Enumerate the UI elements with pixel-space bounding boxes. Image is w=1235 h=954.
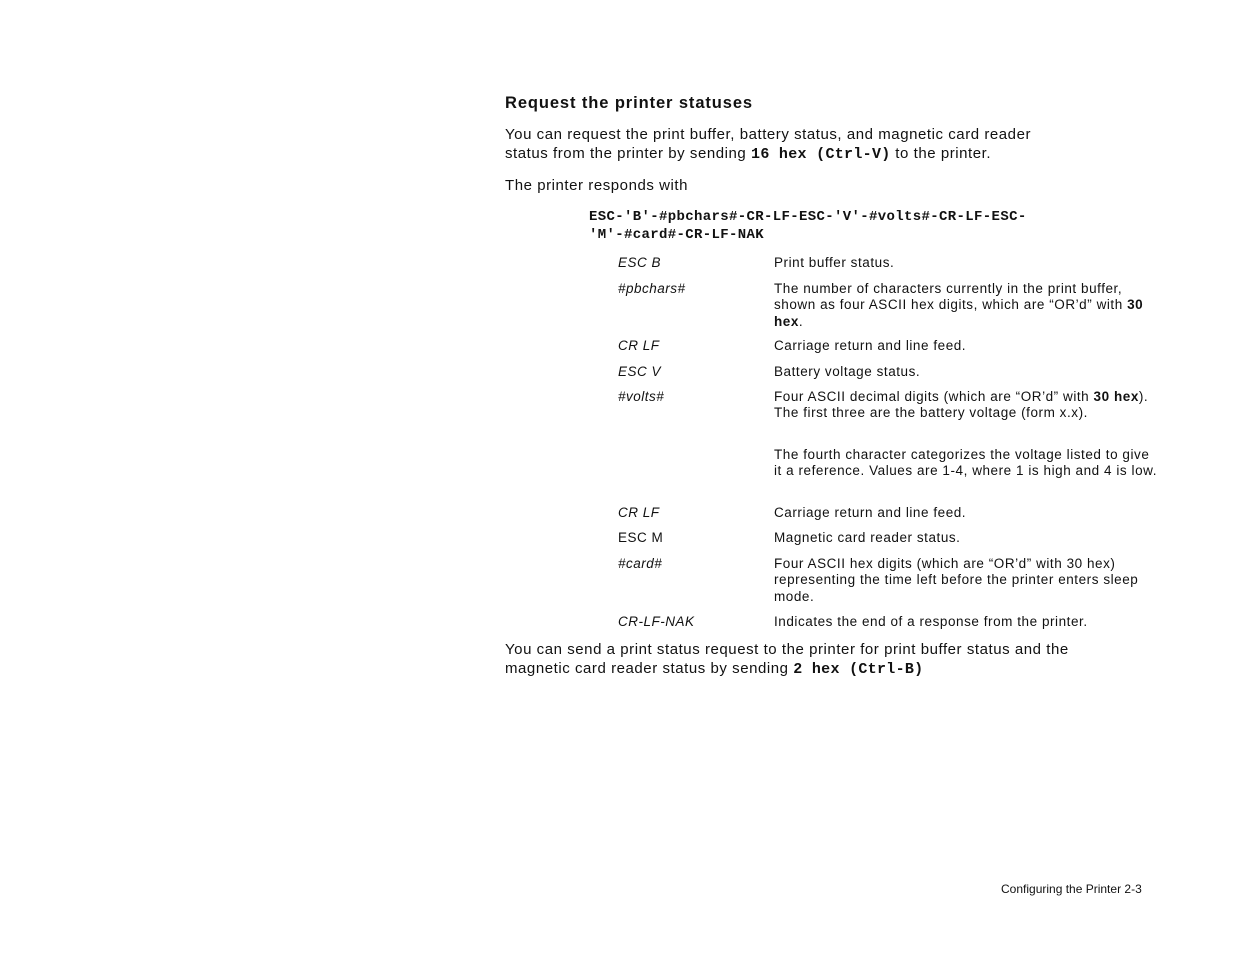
desc-volts-end: ). The first three are the battery voltage (form x.x). xyxy=(774,389,1149,421)
response-code-line-1: ESC-'B'-#pbchars#-CR-LF-ESC-'V'-#volts#-CR-LF-ESC- xyxy=(589,209,1027,225)
term-esc-m: ESC M xyxy=(618,530,664,545)
desc-pbchars xyxy=(774,281,1159,330)
desc-esc-v: Battery voltage status. xyxy=(774,364,921,379)
term-cr-lf-nak: CR-LF-NAK xyxy=(618,614,695,629)
desc-esc-b: Print buffer status. xyxy=(774,255,895,270)
closing-command-code: 2 hex (Ctrl-B) xyxy=(793,660,924,678)
response-code-line-2: 'M'-#card#-CR-LF-NAK xyxy=(589,227,765,243)
intro-line-2-text: status from the printer by sending xyxy=(505,144,752,162)
desc-volts-text: Four ASCII decimal digits (which are “OR’d” with xyxy=(774,389,1094,404)
section-heading: Request the printer statuses xyxy=(505,94,754,112)
desc-esc-m: Magnetic card reader status. xyxy=(774,530,961,545)
page-footer: Configuring the Printer 2-3 xyxy=(1001,882,1142,896)
intro-paragraph xyxy=(505,126,1165,164)
term-cr-lf-1: CR LF xyxy=(618,338,660,353)
intro-line-2-end: to the printer. xyxy=(890,144,992,162)
desc-pbchars-bold: 30 hex xyxy=(774,297,1144,329)
desc-cr-lf-1: Carriage return and line feed. xyxy=(774,338,967,353)
desc-pbchars-text: The number of characters currently in the print buffer, shown as four ASCII hex digits, which are “OR’d” with xyxy=(774,281,1128,313)
desc-cr-lf-nak: Indicates the end of a response from the printer. xyxy=(774,614,1088,629)
closing-line-1: You can send a print status request to the printer for print buffer status and the xyxy=(505,641,1069,658)
term-card: #card# xyxy=(618,556,663,571)
desc-pbchars-end: . xyxy=(798,313,804,329)
term-volts: #volts# xyxy=(618,389,665,404)
desc-volts-bold: 30 hex xyxy=(1093,389,1139,404)
closing-line-2-text: magnetic card reader status by sending xyxy=(505,659,794,677)
closing-paragraph xyxy=(505,641,1165,679)
desc-volts-extra: The fourth character categorizes the voltage listed to give it a reference. Values are 1-4, where 1 is high and 4 is low. xyxy=(774,447,1157,479)
term-esc-v: ESC V xyxy=(618,364,662,379)
intro-line-1: You can request the print buffer, battery status, and magnetic card reader xyxy=(505,126,1032,143)
desc-cr-lf-2: Carriage return and line feed. xyxy=(774,505,967,520)
intro-command-code: 16 hex (Ctrl-V) xyxy=(751,145,891,163)
desc-volts xyxy=(774,389,1159,422)
term-pbchars: #pbchars# xyxy=(618,281,686,296)
responds-paragraph: The printer responds with xyxy=(505,177,688,194)
term-cr-lf-2: CR LF xyxy=(618,505,660,520)
desc-card: Four ASCII hex digits (which are “OR’d” with 30 hex) representing the time left before the printer enters sleep mode. xyxy=(774,556,1139,604)
term-esc-b: ESC B xyxy=(618,255,662,270)
